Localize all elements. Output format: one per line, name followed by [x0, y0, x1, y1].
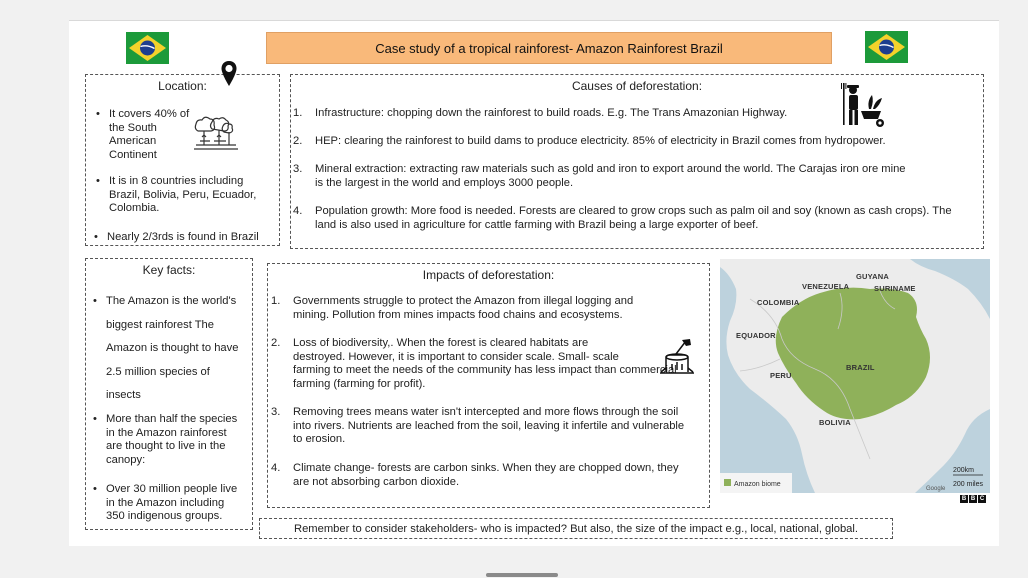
location-bullet-2: • It is in 8 countries including Brazil, Bolivia, Peru, Ecuador, Colombia.: [96, 175, 257, 214]
text-line: American: [109, 135, 157, 147]
causes-box: [290, 74, 984, 249]
text-line: HEP: clearing the rainforest to build dams to produce electricity. 85% of electricity in Brazil comes from hydropower.: [315, 135, 886, 147]
text-line: Removing trees means water isn't intercepted and more flows through the soil: [293, 406, 679, 418]
impact-item-1: 1. Governments struggle to protect the Amazon from illegal logging and mining. Pollution from mines impacts food chains and ecosystems.: [271, 295, 634, 321]
key-fact-2: • More than half the species in the Amazon rainforest are thought to live in the canopy:: [93, 413, 238, 466]
impact-item-3: 3. Removing trees means water isn't intercepted and more flows through the soil into rivers. Nutrients are leached from the soil, leaving it infertile and vulnerable to erosion.: [271, 406, 685, 445]
text-line: It covers 40% of: [109, 108, 190, 120]
text-line: More than half the species: [106, 413, 238, 425]
amazon-map: [720, 259, 990, 493]
impact-item-2: 2. Loss of biodiversity,. When the forest is cleared habitats are destroyed. However, it is important to consider scale. Small- scale farming to meet the needs of the community has less impact than commercial farming (farming for profit).: [271, 337, 677, 390]
text-line: It is in 8 countries including: [109, 175, 244, 187]
text-line: in the Amazon including: [106, 496, 225, 509]
location-bullet-1: • It covers 40% of the South American Continent: [96, 108, 190, 161]
location-heading: Location:: [158, 79, 207, 93]
cause-item-1: 1. Infrastructure: chopping down the rainforest to build roads. E.g. The Trans Amazonian Highway.: [293, 107, 788, 119]
location-bullet-3: • Nearly 2/3rds is found in Brazil: [94, 231, 259, 243]
map-label-brazil: BRAZIL: [846, 363, 875, 372]
impact-item-4: 4. Climate change- forests are carbon sinks. When they are chopped down, they are not absorbing carbon dioxide.: [271, 462, 679, 488]
text-line: Population growth: More food is needed. Forests are cleared to grow crops such as palm oil and soy (known as cash crops). The: [315, 205, 952, 217]
bbc-logo: B B C: [961, 496, 985, 502]
text-line: land is also used in agriculture for cattle farming with Brazil being a large exporter of beef.: [315, 218, 759, 231]
text-line: biggest rainforest The: [106, 318, 215, 331]
text-line: Over 30 million people live: [106, 483, 238, 495]
text-line: Governments struggle to protect the Amazon from illegal logging and: [293, 295, 634, 307]
text-line: canopy:: [106, 453, 146, 466]
location-box: [85, 74, 280, 246]
causes-heading: Causes of deforestation:: [571, 79, 703, 93]
text-line: are not absorbing carbon dioxide.: [293, 475, 460, 488]
text-line: Loss of biodiversity,. When the forest is cleared habitats are: [293, 337, 589, 349]
key-fact-1: • The Amazon is the world's biggest rainforest The Amazon is thought to have 2.5 million species of insects: [106, 290, 238, 408]
text-line: farming to meet the needs of the community has less impact than commercial: [293, 364, 677, 376]
scale-km: 200km: [953, 467, 975, 474]
text-line: Mineral extraction: extracting raw materials such as gold and iron to export around the world. The Carajas iron ore mine: [315, 163, 906, 175]
text-line: in the Amazon rainforest: [106, 426, 227, 439]
text-line: into rivers. Nutrients are leached from the soil, leaving it infertile and vulnerable: [293, 419, 685, 432]
slide: [69, 20, 999, 546]
cause-item-4: 4. Population growth: More food is needed. Forests are cleared to grow crops such as palm oil and soy (known as cash crops). The land is also used in agriculture for cattle farming with Brazil being a large exporter of beef.: [293, 205, 952, 231]
text-line: is the largest in the world and employs 3000 people.: [315, 176, 574, 189]
scale-miles: 200 miles: [953, 481, 983, 488]
text-line: to erosion.: [293, 433, 346, 445]
text-line: farming (farming for profit).: [293, 377, 426, 390]
text-line: 2.5 million species of: [106, 365, 210, 378]
tree-stump-axe-icon: [658, 338, 696, 376]
key-facts-box: [85, 258, 253, 530]
text-line: Nearly 2/3rds is found in Brazil: [107, 231, 259, 243]
map-label-colombia: COLOMBIA: [757, 298, 800, 307]
legend-label: Amazon biome: [734, 481, 781, 488]
text-line: the South: [109, 121, 157, 134]
map-label-venezuela: VENEZUELA: [802, 282, 850, 291]
forest-trees-icon: [192, 111, 240, 151]
stakeholders-footer: Remember to consider stakeholders- who is impacted? But also, the size of the impact e.g., local, national, global.: [259, 518, 893, 539]
location-pin-icon: [220, 60, 238, 88]
impacts-heading: Impacts of deforestation:: [422, 268, 555, 282]
text-line: Brazil, Bolivia, Peru, Ecuador,: [109, 188, 257, 201]
brazil-flag-left-icon: [126, 32, 169, 64]
brazil-flag-right-icon: [865, 31, 908, 63]
home-indicator-bar[interactable]: [486, 573, 558, 577]
text-line: The Amazon is the world's: [106, 295, 237, 307]
text-line: Infrastructure: chopping down the rainforest to build roads. E.g. The Trans Amazonian Highway.: [315, 107, 788, 119]
map-label-guyana: GUYANA: [856, 272, 890, 281]
key-facts-heading: Key facts:: [142, 263, 196, 277]
text-line: Amazon is thought to have: [106, 342, 239, 354]
map-label-peru: PERU: [770, 371, 792, 380]
map-label-bolivia: BOLIVIA: [819, 418, 851, 427]
map-label-equador: EQUADOR: [736, 331, 776, 340]
text-line: destroyed. However, it is important to consider scale. Small- scale: [293, 350, 619, 363]
text-line: mining. Pollution from mines impacts food chains and ecosystems.: [293, 308, 623, 321]
map-label-suriname: SURINAME: [874, 284, 916, 293]
cause-item-3: 3. Mineral extraction: extracting raw materials such as gold and iron to export around the world. The Carajas iron ore mine is the largest in the world and employs 3000 people.: [293, 163, 906, 189]
text-line: are thought to live in the: [106, 440, 226, 452]
impacts-box: [267, 263, 710, 508]
farmer-wheelbarrow-icon: [839, 81, 889, 131]
text-line: Continent: [109, 148, 157, 161]
legend-swatch: [724, 479, 731, 486]
page-title: Case study of a tropical rainforest- Amazon Rainforest Brazil: [266, 32, 832, 64]
cause-item-2: 2. HEP: clearing the rainforest to build dams to produce electricity. 85% of electricity in Brazil comes from hydropower.: [293, 135, 886, 147]
map-attribution: Google: [926, 486, 946, 492]
key-fact-3: • Over 30 million people live in the Amazon including 350 indigenous groups.: [93, 483, 238, 522]
text-line: Climate change- forests are carbon sinks. When they are chopped down, they: [293, 462, 679, 474]
text-line: Colombia.: [109, 202, 160, 214]
text-line: 350 indigenous groups.: [106, 510, 223, 522]
text-line: insects: [106, 389, 141, 401]
